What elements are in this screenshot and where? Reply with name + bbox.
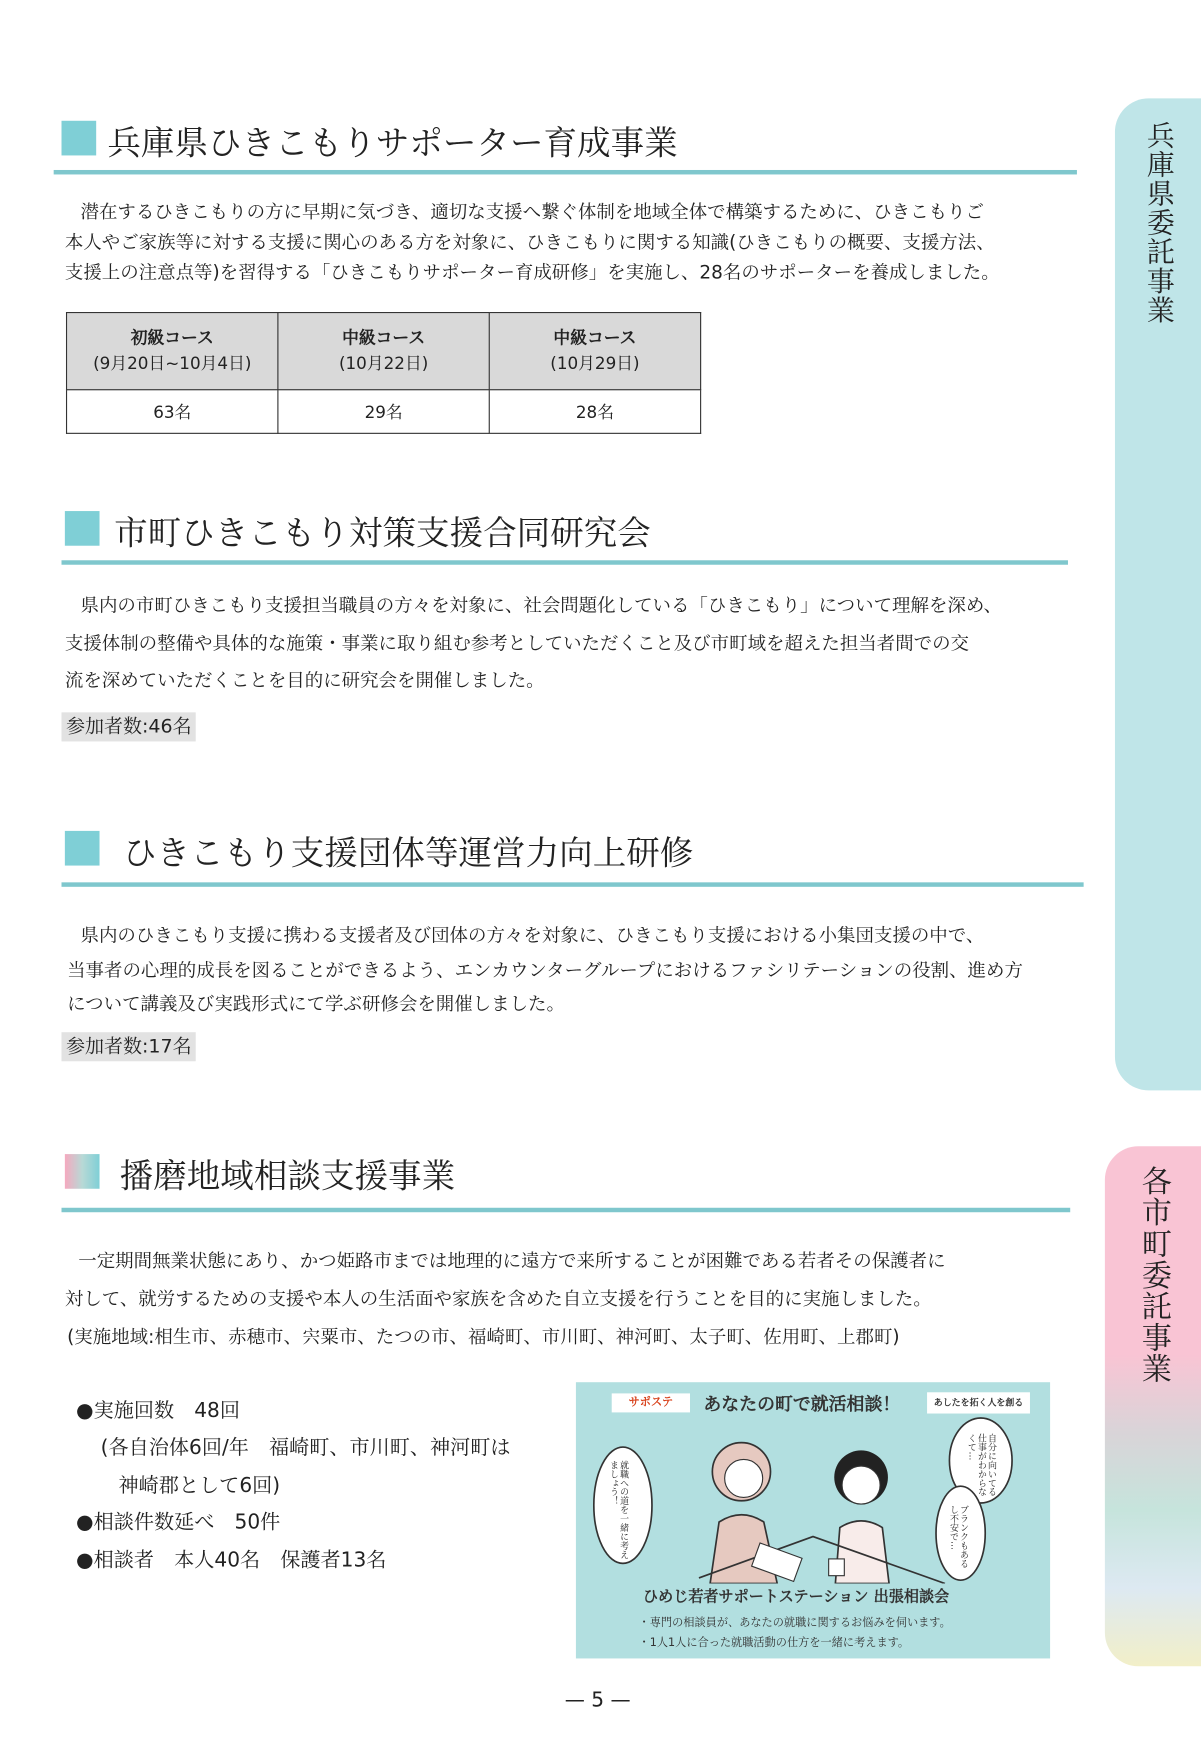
flyer-bullet: ・1人1人に合った就職活動の仕方を一緒に考えます。 xyxy=(638,1637,910,1650)
paragraph-line: について講義及び実践形式にて学ぶ研修会を開催しました。 xyxy=(67,993,565,1015)
flyer-subtitle: ひめじ若者サポートステーション 出張相談会 xyxy=(643,1587,950,1606)
course-table xyxy=(66,312,701,434)
page-number: — 5 — xyxy=(564,1688,631,1713)
section-title: 市町ひきこもり対策支援合同研究会 xyxy=(114,514,651,554)
section-title: 播磨地域相談支援事業 xyxy=(119,1157,456,1197)
table-header: 中級コース (10月22日) xyxy=(278,313,489,390)
paragraph-line: 当事者の心理的成長を図ることができるよう、エンカウンターグループにおけるファシリテーションの役割、進め方 xyxy=(67,959,1023,981)
section-title: 兵庫県ひきこもりサポーター育成事業 xyxy=(107,124,678,164)
tab-prefecture-label: 兵庫県委託事業 xyxy=(1142,120,1176,325)
list-item: ●相談件数延べ 50件 xyxy=(76,1510,281,1535)
bubble-right-text: 自分に向いてる仕事がわからなくて… xyxy=(967,1433,998,1497)
coffee-cup xyxy=(829,1559,845,1576)
paragraph-line: 一定期間無業状態にあり、かつ姫路市までは地理的に遠方で来所することが困難である若者その保護者に xyxy=(78,1250,946,1272)
paragraph-line: 流を深めていただくことを目的に研究会を開催しました。 xyxy=(64,669,545,692)
table-header: 中級コース (10月29日) xyxy=(489,313,700,390)
paragraph-line: 対して、就労するための支援や本人の生活面や家族を含めた自立支援を行うことを目的に実施しました。 xyxy=(64,1288,932,1310)
table-header: 初級コース (9月20日~10月4日) xyxy=(67,313,278,390)
heading-marker xyxy=(65,1154,100,1189)
flyer-headline: あなたの町で就活相談！ xyxy=(703,1393,901,1415)
paragraph-line: 支援体制の整備や具体的な施策・事業に取り組む参考としていただくこと及び市町域を超えた担当者間での交 xyxy=(64,632,970,655)
paragraph-line: 支援上の注意点等)を習得する「ひきこもりサポーター育成研修」を実施し、28名のサポーターを養成しました。 xyxy=(64,261,1000,283)
ministry-logo: あしたを拓く人を創る xyxy=(927,1392,1030,1413)
flyer-image xyxy=(576,1382,1050,1658)
table-cell: 29名 xyxy=(278,390,489,434)
paragraph-line: 潜在するひきこもりの方に早期に気づき、適切な支援へ繋ぐ体制を地域全体で構築するために、ひきこもりご xyxy=(80,201,984,223)
divider xyxy=(54,170,1077,174)
list-item: ●相談者 本人40名 保護者13名 xyxy=(76,1548,387,1573)
bubble-right2-text: ブランクもあるし不安で… xyxy=(949,1505,970,1568)
divider xyxy=(62,1208,1071,1212)
tab-municipal-label: 各市町委託事業 xyxy=(1136,1165,1171,1385)
divider xyxy=(62,882,1084,886)
list-item: 神崎郡として6回) xyxy=(118,1473,281,1498)
flyer-bullet: ・専門の相談員が、あなたの就職に関するお悩みを伺います。 xyxy=(638,1617,951,1630)
paragraph-line: 本人やご家族等に対する支援に関心のある方を対象に、ひきこもりに関する知識(ひきこもりの概要、支援方法、 xyxy=(64,231,995,253)
participants-badge: 参加者数:46名 xyxy=(62,712,197,741)
saposute-logo: サポステ xyxy=(612,1393,690,1412)
heading-marker xyxy=(62,121,97,156)
section-title: ひきこもり支援団体等運営力向上研修 xyxy=(123,834,694,874)
paragraph-line: (実施地域:相生市、赤穂市、宍粟市、たつの市、福崎町、市川町、神河町、太子町、佐用町、上郡町) xyxy=(67,1326,900,1348)
list-item: ●実施回数 48回 xyxy=(76,1398,241,1423)
heading-marker xyxy=(65,831,100,866)
table-cell: 63名 xyxy=(67,390,278,434)
table-cell: 28名 xyxy=(489,390,700,434)
divider xyxy=(62,560,1068,564)
list-item: (各自治体6回/年 福崎町、市川町、神河町は xyxy=(100,1435,511,1460)
paragraph-line: 県内のひきこもり支援に携わる支援者及び団体の方々を対象に、ひきこもり支援における小集団支援の中で、 xyxy=(80,924,985,947)
participants-badge: 参加者数:17名 xyxy=(62,1032,197,1061)
heading-marker xyxy=(65,511,100,546)
paragraph-line: 県内の市町ひきこもり支援担当職員の方々を対象に、社会問題化している「ひきこもり」について理解を深め、 xyxy=(80,594,1003,617)
bubble-left-text: 就職への道を一緒に考えましょう！ xyxy=(609,1460,630,1559)
